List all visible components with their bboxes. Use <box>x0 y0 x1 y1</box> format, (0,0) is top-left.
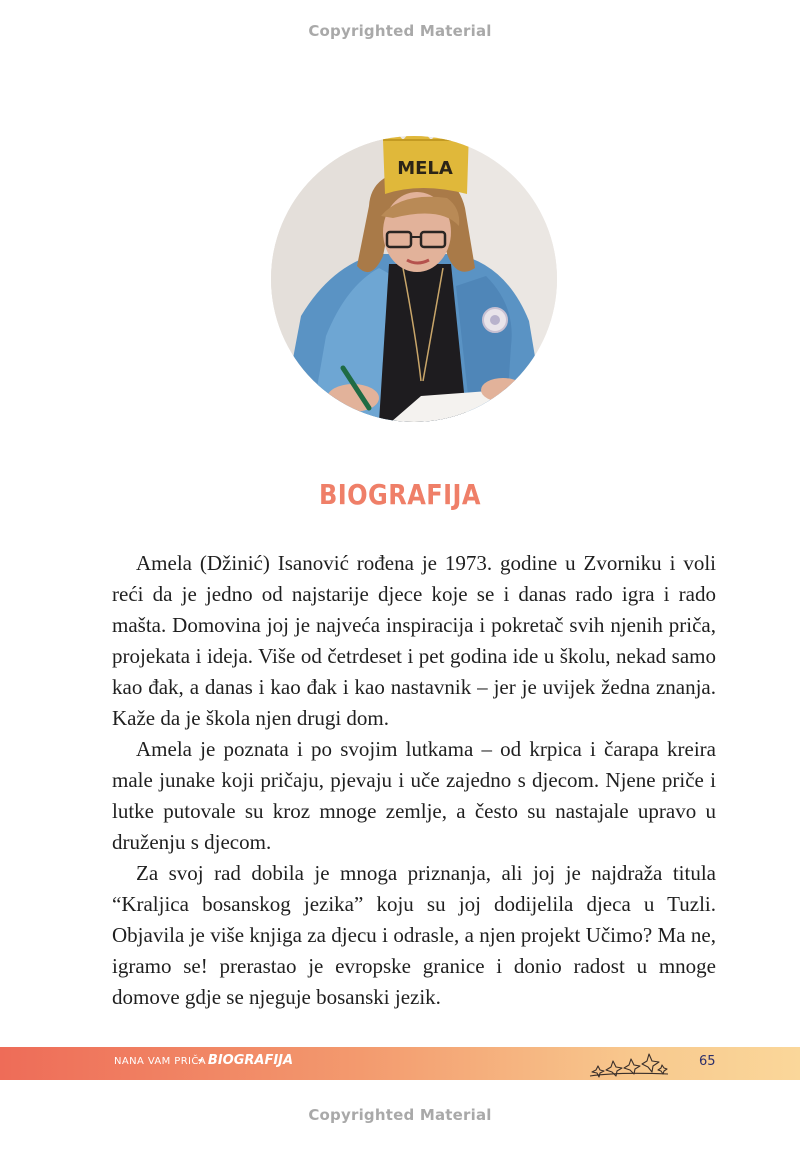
page-heading: BIOGRAFIJA <box>318 478 482 511</box>
page-number: 65 <box>699 1054 716 1069</box>
crown-label: MELA <box>397 158 453 179</box>
footer-section-title: - BIOGRAFIJA <box>198 1053 294 1068</box>
page-footer <box>0 1047 800 1080</box>
author-portrait-photo <box>271 136 557 422</box>
copyright-watermark-bottom: Copyrighted Material <box>308 1106 492 1124</box>
stars-doodle-icon <box>588 1050 670 1082</box>
paragraph-2: Amela je poznata i po svojim lutkama – od krpica i čarapa kreira male junake koji pričaju, pjevaju i uče zajedno s djecom. Njene priče i lutke putovale su kroz mnoge zemlje, a često su nastajale upravo u druženju s djecom. <box>112 737 716 854</box>
author-portrait <box>271 136 557 422</box>
copyright-watermark-top: Copyrighted Material <box>308 22 492 40</box>
footer-book-title: NANA VAM PRIČA <box>114 1056 207 1067</box>
biography-text <box>112 548 716 1013</box>
paragraph-3: Za svoj rad dobila je mnoga priznanja, ali joj je najdraža titula “Kraljica bosanskog jezika” koju su joj dodijelila djeca u Tuzli. Objavila je više knjiga za djecu i odrasle, a njen projekt Učimo? Ma ne, igramo se! prerastao je evropske granice i donio radost u mnoge domove gdje se njeguje bosanski jezik. <box>112 861 716 1009</box>
paragraph-1: Amela (Džinić) Isanović rođena je 1973. godine u Zvorniku i voli reći da je jedno od najstarije djece koje se i danas rado igra i rado mašta. Domovina joj je najveća inspiracija i pokretač svih njenih priča, projekata i ideja. Više od četrdeset i pet godina ide u školu, nekad samo kao đak, a danas i kao đak i kao nastavnik – jer je uvijek žedna znanja. Kaže da je škola njen drugi dom. <box>112 551 716 730</box>
